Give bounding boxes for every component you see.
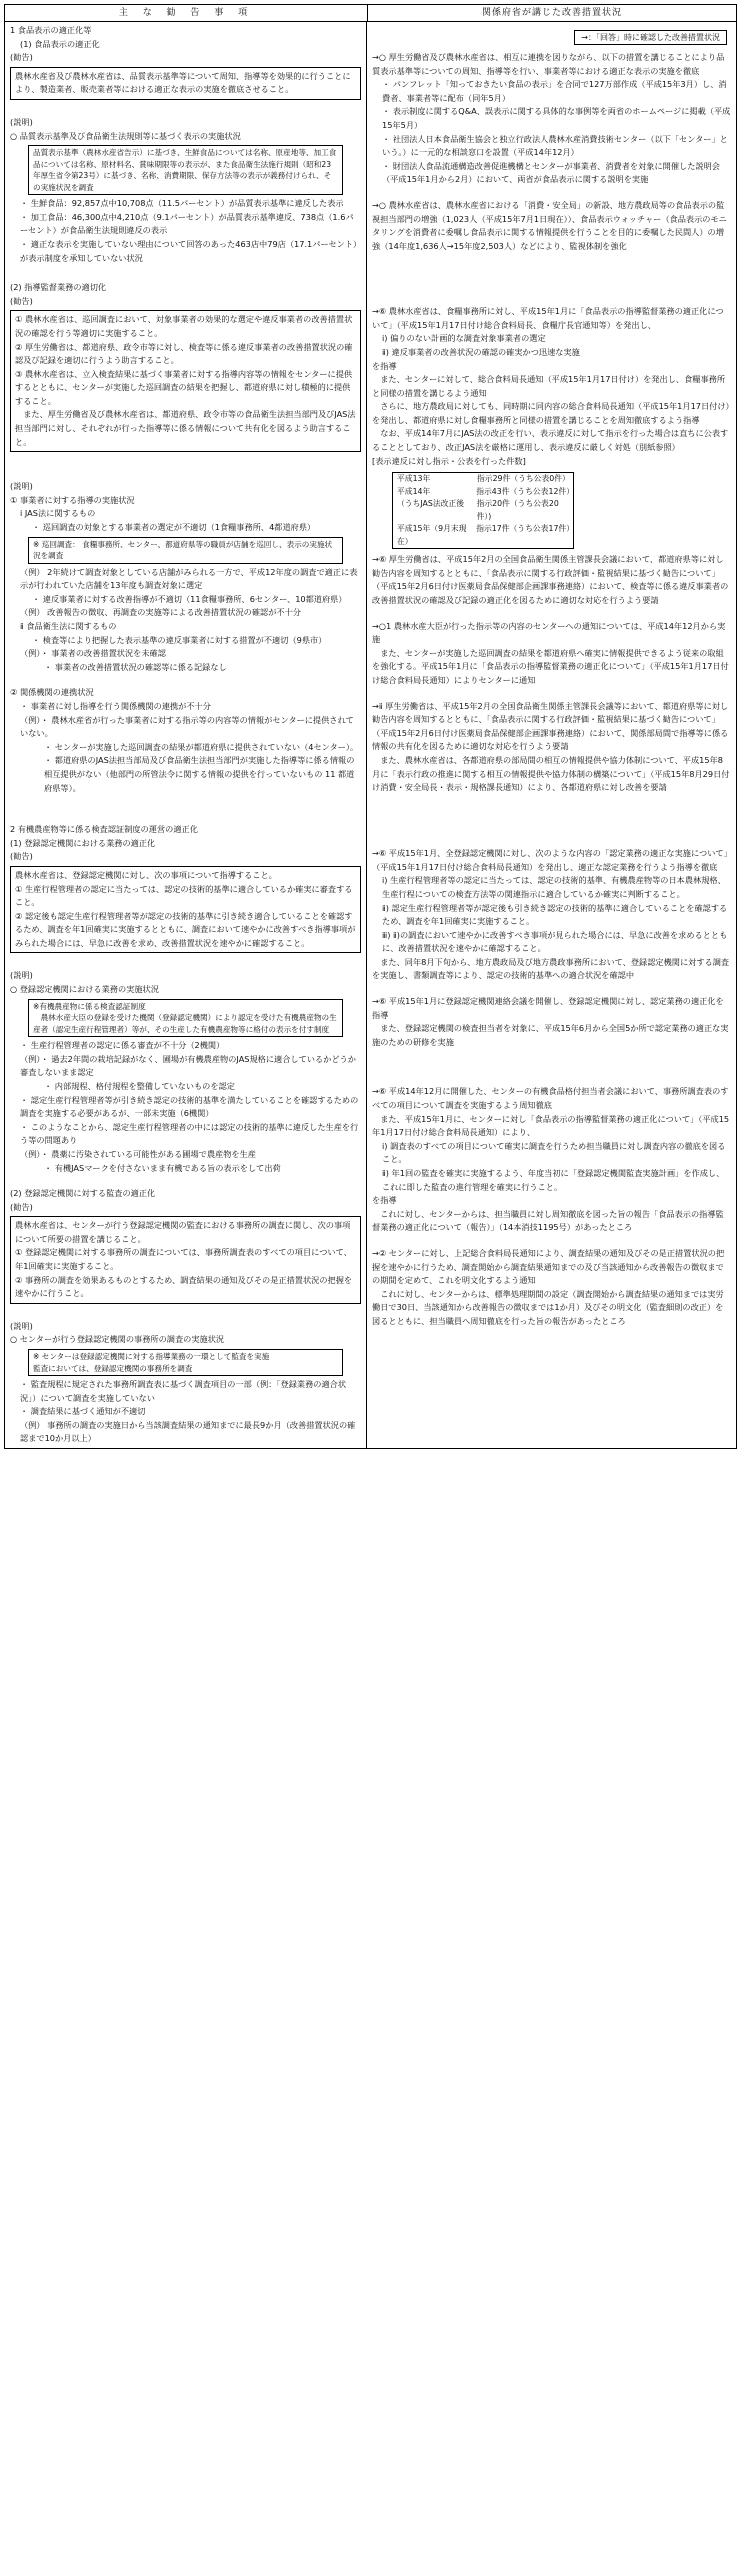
measure-bullet: ⅱ) 認定生産行程管理者等が認定後も引き続き認定の技術的基準に適合していることを確認するため、調査を年1回確実に実施すること。 — [382, 902, 728, 927]
bullet: ・ 違反事業者に対する改善指導が不適切（11食糧事務所、6センター、10都道府県） — [32, 593, 347, 604]
example: （例）・ 農林水産省が行った事業者に対する指示等の内容等の情報がセンターに提供されていない。 — [20, 714, 354, 739]
measure-text: を指導 — [372, 1195, 397, 1206]
measure-bullet: ・ 財団法人食品流通構造改善促進機構とセンターが事業者、消費者を対象に開催した説明会（平成15年1月から2月）において、両省が食品表示に関する説明を実施 — [382, 160, 720, 185]
section-title: 2 有機農産物等に係る検査認証制度の運営の適正化 — [10, 824, 198, 835]
subsection-title: (1) 登録認定機関における業務の適正化 — [10, 837, 156, 848]
bullet: ・ 巡回調査の対象とする事業者の選定が不適切（1食糧事務所、4都道府県） — [32, 522, 316, 533]
example: （例）・ 農薬に汚染されている可能性がある圃場で農産物を生産 — [20, 1148, 256, 1159]
bullet: ・ 適正な表示を実施していない理由について回答のあった463店中79店（17.1パーセント）が表示制度を承知していない状況 — [20, 238, 358, 263]
setsumei-label: (説明) — [10, 116, 33, 127]
measure-text: →⑥ 平成15年1月、全登録認定機関に対し、次のような内容の「認定業務の適正な実施について」（平成15年1月17日付け総合食料局長通知）を発出し、適正な認定業務を行うよう指導を徹底 — [372, 848, 728, 872]
measure-text: →○ 厚生労働省及び農林水産省は、相互に連携を図りながら、以下の措置を講じることにより品質表示基準等についての周知、指導等を行い、事業者等における適正な表示の実施を徹底 — [372, 52, 725, 76]
measure-text: また、登録認定機関の検査担当者を対象に、平成15年6月から全国5か所で認定業務の適正な実施のための研修を実施 — [372, 1023, 729, 1047]
bullet: ・ 生産行程管理者の認定に係る審査が不十分（2機関） — [20, 1040, 225, 1051]
measure-bullet: ⅱ) 違反事業者の改善状況の確認の確実かつ迅速な実施 — [382, 346, 580, 357]
item-heading: ○ センターが行う登録認定機関の事務所の調査の実施状況 — [10, 1334, 225, 1345]
table-row: 平成13年 指示29件（うち公表0件） — [397, 474, 570, 484]
bullet: ・ 検査等により把握した表示基準の違反事業者に対する措置が不適切（9県市） — [32, 634, 327, 645]
recommendation-box: 農林水産省は、登録認定機関に対し、次の事項について指導すること。 ① 生産行程管理者の認定に当たっては、認定の技術的基準に適合しているか確実に審査すること。 ② 認定後も認定生産行程管理者等が認定の技術的基準に引き続き適合していることを確認するため、調査を年1回確実に実施するとともに、調査において速やかに改善すべき指導事項がみられた場合には、早急に改善を求め、改善措置状況を速やかに確認すること。 — [10, 866, 361, 954]
item-sub: ⅱ 食品衛生法に関するもの — [20, 621, 117, 631]
setsumei-label: (説明) — [10, 970, 33, 981]
item-heading: ○ 登録認定機関における業務の実施状況 — [10, 984, 159, 995]
right-column — [367, 821, 736, 1448]
example: ・ 事業者の改善措置状況の確認等に係る記録なし — [44, 661, 227, 672]
bullet: ・ 監査規程に規定された事務所調査表に基づく調査項目の一部（例：「登録業務の適合状況」）について調査を実施していない — [20, 1379, 347, 1403]
section-title: 1 食品表示の適正化等 — [10, 25, 92, 35]
measure-text: →⑥ 平成14年12月に開催した、センターの有機食品格付担当者会議において、事務所調査表のすべての項目について調査を実施するよう周知徹底 — [372, 1086, 729, 1111]
table-header — [5, 5, 736, 22]
measure-bullet: ⅲ) ⅱ)の調査において速やかに改善すべき事項が見られた場合には、早急に改善を求めるとともに、改善措置状況を速やかに確認すること。 — [382, 929, 728, 954]
example: ・ 内部規程、格付規程を整備していないものを認定 — [44, 1080, 235, 1091]
measure-text: を指導 — [372, 360, 397, 371]
item-heading: ② 関係機関の連携状況 — [10, 687, 94, 698]
measure-text: →⑥ 厚生労働省は、平成15年2月の全国食品衛生関係主管課長会議において、都道府県等に対し勧告内容を周知するとともに、「食品表示に関する行政評価・監視結果に基づく勧告について」（平成15年2月6日付け医薬局食品保健部企画課事務連絡）において、検査等に係る違反事業者の改善措置状況の確認及び記録の適正化を図るために適切な対応を行うよう要請 — [372, 554, 729, 606]
kankoku-label: (勧告) — [10, 295, 33, 306]
measure-text: また、センターに対して、総合食料局長通知（平成15年1月17日付け）を発出し、食糧事務所と同様の措置を講じるよう通知 — [372, 374, 726, 398]
measure-text: →⑥ 平成15年1月に登録認定機関連絡会議を開催し、登録認定機関に対し、認定業務の適正化を指導 — [372, 996, 724, 1020]
measure-text: また、センターが実施した巡回調査の結果を都道府県へ確実に情報提供できるよう従来の取組を強化する。平成15年1月に「食品表示の指導監督業務の適正化について」（平成15年1月17日付け総合食料局長通知）によりセンターに通知 — [372, 647, 729, 685]
subsection-title: (2) 指導監督業務の適切化 — [10, 282, 107, 293]
count-table — [392, 472, 574, 549]
left-column — [5, 279, 367, 821]
section-1-row — [5, 22, 736, 279]
example: ・ 有機JASマークを付さないまま有機である旨の表示をして出荷 — [44, 1162, 281, 1173]
setsumei-label: (説明) — [10, 481, 33, 492]
left-column — [5, 22, 367, 279]
measure-text: さらに、地方農政局に対しても、同時期に同内容の総合食料局長通知（平成15年1月17日付け）を発出し、都道府県に対し食糧事務所と同様の措置を講じることを周知徹底するよう指導 — [372, 401, 730, 425]
example: （例） 事務所の調査の実施日から当該調査結果の通知までに最長9か月（改善措置状況の確認まで10か月以上） — [20, 1419, 356, 1444]
note-box: 品質表示基準（農林水産省告示）に基づき、生鮮食品については名称、原産地等、加工食品については名称、原材料名、賞味期限等の表示が、また食品衛生法施行規則（昭和23年厚生省令第23号）に基づき、名称、消費期限、保存方法等の表示が義務付けられ、その実施状況を調査 — [28, 145, 343, 195]
measure-text: また、平成15年1月に、センターに対し「食品表示の指導監督業務の適正化について」（平成15年1月17日付け総合食料局長通知）により、 — [372, 1113, 730, 1138]
kankoku-label: (勧告) — [10, 1201, 33, 1212]
item-heading: ① 事業者に対する指導の実施状況 — [10, 494, 135, 505]
recommendation-box: ① 農林水産省は、巡回調査において、対象事業者の効果的な選定や違反事業者の改善措置状況の確認を行う等適切に実施すること。 ② 厚生労働省は、都道府県、政令市等に対し、検査等に係る違反事業者の改善措置状況の確認及び記録を適切に行うよう助言すること。 ③ 農林水産省は、立入検査結果に基づく事業者に対する指導内容等の情報をセンターに提供するとともに、センターが実施した巡回調査の結果を把握し、都道府県に対し積極的に提供すること。 また、厚生労働省及び農林水産省は、都道府県、政令市等の食品衛生法担当部門及びJAS法担当部門に対し、それぞれが行った指導等に係る情報について共有化を図るよう助言すること。 — [10, 310, 361, 452]
note-box: ※有機農産物に係る検査認証制度 農林水産大臣の登録を受けた機関（登録認定機関）により認定を受けた有機農産物の生産者（認定生産行程管理者）等が、その生産した有機農産物等に格付の表示を付す制度 — [28, 999, 343, 1038]
note-box: ※ 巡回調査： 食糧事務所、センター、都道府県等の職員が店舗を巡回し、表示の実施状況を調査 — [28, 537, 343, 564]
measure-text: →ⅱ 厚生労働省は、平成15年2月の全国食品衛生関係主管課長会議等において、都道府県等に対し勧告内容を周知するとともに、「食品表示に関する行政評価・監視結果に基づく勧告について」（平成15年2月6日付け医薬局食品保健部企画課事務連絡）において、関係部局間で指導等に係る情報の共有化を図るために適切な対応を行うよう要請 — [372, 700, 729, 752]
example: （例） 改善報告の徴収、再調査の実施等による改善措置状況の確認が不十分 — [20, 607, 301, 618]
subsection-title: (2) 登録認定機関に対する監査の適正化 — [10, 1188, 156, 1199]
measure-text: →② センターに対し、上記総合食料局長通知により、調査結果の通知及びその是正措置状況の把握を速やかに行うため、調査開始から調査結果通知までの及び当該通知から改善報告の徴収までの期間を定めて、これを明文化するよう通知 — [372, 1247, 725, 1286]
left-column — [5, 821, 367, 1448]
right-column — [367, 22, 736, 279]
item-sub: ⅰ JAS法に関するもの — [20, 508, 96, 519]
measure-bullet: ・ 表示制度に関するQ&A、誤表示に関する具体的な事例等を両省のホームページに掲載（平成15年5月） — [382, 106, 731, 130]
measure-text: また、同年8月下旬から、地方農政局及び地方農政事務所において、登録認定機関に対する調査を実施し、書類調査等により、認定の技術的基準への適合状況を確認中 — [372, 956, 730, 981]
kankoku-label: (勧告) — [10, 851, 33, 862]
example: ・ センターが実施した巡回調査の結果が都道府県に提供されていない（4センター）。 — [44, 741, 359, 752]
table-row: （うちJAS法改正後 指示20件（うち公表20件）) — [397, 499, 559, 521]
measure-text: →⑥ 農林水産省は、食糧事務所に対し、平成15年1月に「食品表示の指導監督業務の適正化について」（平成15年1月17日付け総合食料局長、食糧庁長官通知等）を発出し、 — [372, 306, 724, 330]
example: （例）・ 過去2年間の栽培記録がなく、圃場が有機農産物のJAS規格に適合しているかどうか審査しないまま認定 — [20, 1053, 356, 1078]
measure-text: これに対し、センターからは、標準処理期間の設定（調査開始から調査結果の通知までは実労働日で30日、当該通知から改善報告の徴収までは1か月）及びその明文化（監査細則の改正）を図るとともに、担当職員へ周知徹底を行った旨の報告があったところ — [372, 1288, 724, 1326]
measure-bullet: ・ パンフレット「知っておきたい食品の表示」を合同で127万部作成（平成15年3月）し、消費者、事業者等に配布（同年5月） — [382, 79, 727, 103]
table-row: 平成14年 指示43件（うち公表12件） — [397, 486, 574, 496]
right-column — [367, 279, 736, 821]
header-right: 関係府省が講じた改善措置状況 — [481, 8, 622, 18]
measure-text: また、農林水産省は、各都道府県の部局間の相互の情報提供や協力体制について、平成15年8月に「表示行政の推進に関する相互の情報提供や協力体制の構築について」（平成15年8月29日付け消費・安全局長・表示・規格課長通知）により、各都道府県に対し改善を要請 — [372, 754, 730, 793]
setsumei-label: (説明) — [10, 1320, 33, 1331]
item-heading: ○ 品質表示基準及び食品衛生法規則等に基づく表示の実施状況 — [10, 130, 241, 141]
recommendation-box: 農林水産省及び農林水産省は、品質表示基準等について周知、指導等を効果的に行うことにより、製造業者、販売業者等における適正な表示の実施を徹底させること。 — [10, 67, 361, 100]
measure-bullet: ・ 社団法人日本食品衛生協会と独立行政法人農林水産消費技術センター（以下「センター」という。）に一元的な相談窓口を設置（平成14年12月） — [382, 133, 728, 158]
bullet: ・ 調査結果に基づく通知が不適切 — [20, 1406, 146, 1417]
measure-text: →○1 農林水産大臣が行った指示等の内容のセンターへの通知については、平成14年12月から実施 — [372, 620, 726, 645]
subsection-title: (1) 食品表示の適正化 — [20, 38, 100, 49]
section-2-row — [5, 279, 736, 821]
table-caption: [表示違反に対し指示・公表を行った件数] — [372, 455, 526, 466]
measure-bullet: ⅰ) 調査表のすべての項目について確実に調査を行うため担当職員に対し調査内容の徹底を図ること。 — [382, 1140, 726, 1165]
bullet: ・ 加工食品：46,300点中4,210点（9.1パーセント）が品質表示基準違反、738点（1.6パーセント）が食品衛生法規則違反の表示 — [20, 211, 354, 236]
section-3-row — [5, 821, 736, 1448]
measure-bullet: ⅰ) 偏りのない計画的な調査対象事業者の選定 — [382, 333, 546, 344]
bullet: ・ このようなことから、認定生産行程管理者の中には認定の技術的基準に違反した生産を行う等の問題あり — [20, 1121, 359, 1146]
header-left: 主 な 勧 告 事 項 — [5, 5, 368, 21]
bullet: ・ 認定生産行程管理者等が引き続き認定の技術的基準を満たしていることを確認するための調査を実施する必要があるが、一部未実施（6機関） — [20, 1094, 359, 1119]
measure-text: これに対し、センターからは、担当職員に対し周知徹底を図った旨の報告「食品表示の指導監督業務の適正化について（報告）」（14本消技1195号）があったところ — [372, 1208, 724, 1233]
example: （例）・ 事業者の改善措置状況を未確認 — [20, 648, 166, 659]
document-page — [4, 4, 737, 1449]
bullet: ・ 生鮮食品：92,857点中10,708点（11.5パーセント）が品質表示基準に違反した表示 — [20, 198, 344, 209]
measure-bullet: ⅱ) 年1回の監査を確実に実施するよう、年度当初に「登録認定機関監査実施計画」を作成し、これに即した監査の進行管理を確実に行うこと。 — [382, 1168, 725, 1192]
kankoku-label: (勧告) — [10, 52, 33, 63]
note-box: ※ センターは登録認定機関に対する指導業務の一環として監査を実施 監査においては、登録認定機関の事務所を調査 — [28, 1349, 343, 1376]
measure-bullet: ⅰ) 生産行程管理者等の認定に当たっては、認定の技術的基準、有機農産物等の日本農林規格、生産行程についての検査方法等の関連指示に適合しているか確実に判断すること。 — [382, 875, 726, 899]
table-row: 平成15年（9月末現在） 指示17件（うち公表17件） — [397, 524, 574, 546]
example: ・ 都道府県のJAS法担当部局及び食品衛生法担当部門が実施した指導等に係る情報の相互提供がない（他部門の所管法令に関する情報の提供を行っていないもの 11 都道府県等）。 — [44, 755, 355, 793]
recommendation-box: 農林水産省は、センターが行う登録認定機関の監査における事務所の調査に関し、次の事項について所要の措置を講じること。 ① 登録認定機関に対する事務所の調査については、事務所調査表のすべての項目について、年1回確実に実施すること。 ② 事務所の調査を効果あるものとするため、調査結果の通知及びその是正措置状況の把握を速やかに行うこと。 — [10, 1216, 361, 1304]
measure-text: なお、平成14年7月にJAS法の改正を行い、表示違反に対して指示を行った場合は直ちに公表することとしており、改正JAS法を厳格に運用し、表示違反に厳しく対処（別紙参照） — [372, 428, 729, 453]
legend-box: →：「回答」時に確認した改善措置状況 — [574, 30, 727, 45]
bullet: ・ 事業者に対し指導を行う関係機関の連携が不十分 — [20, 700, 211, 711]
measure-text: →○ 農林水産省は、農林水産省における「消費・安全局」の新設、地方農政局等の食品表示の監視担当部門の増強（1,023人（平成15年7月1日現在））、食品表示ウォッチャー（食品表示のモニタリングを消費者に委嘱し食品表示に関する情報提供を行うことを目的に委嘱した民間人）の増強（14年度1,636人→15年度2,503人）などにより、監視体制を強化 — [372, 199, 727, 251]
example: （例） 2年続けて調査対象としている店舗がみられる一方で、平成12年度の調査で適正に表示が行われていた店舗を13年度も調査対象に選定 — [20, 566, 358, 591]
